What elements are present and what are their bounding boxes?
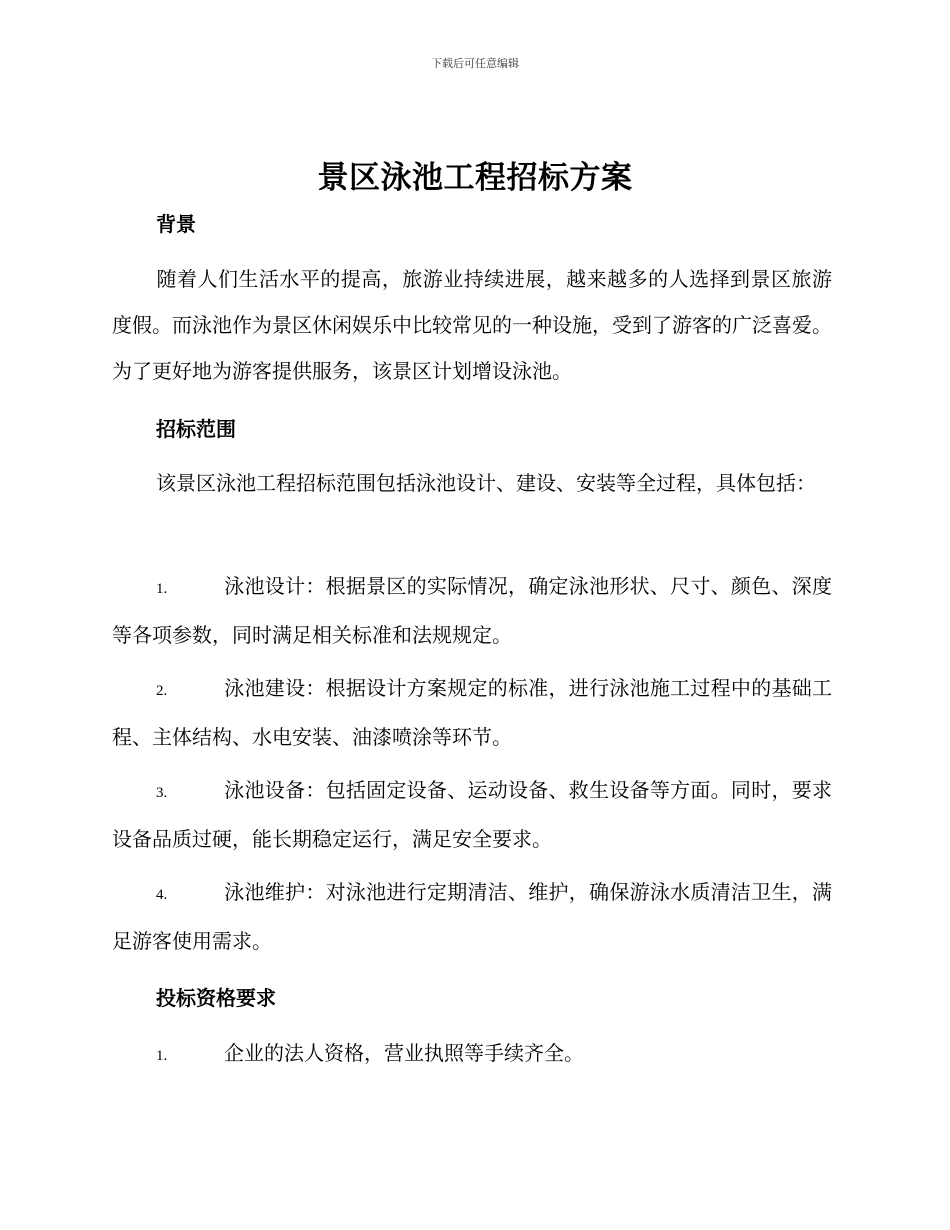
header-note: 下载后可任意编辑 xyxy=(431,57,519,70)
scope-list-item xyxy=(112,665,832,760)
scope-list-item xyxy=(112,869,832,964)
section-heading-scope: 招标范围 xyxy=(156,417,236,441)
scope-list-item xyxy=(112,563,832,658)
list-item-number: 1. xyxy=(156,1048,168,1064)
list-item-text: 泳池设备：包括固定设备、运动设备、救生设备等方面。同时，要求设备品质过硬，能长期稳定运行，满足安全要求。 xyxy=(112,778,832,851)
background-text: 随着人们生活水平的提高，旅游业持续进展，越来越多的人选择到景区旅游度假。而泳池作为景区休闲娱乐中比较常见的一种设施，受到了游客的广泛喜爱。为了更好地为游客提供服务，该景区计划增设泳池。 xyxy=(112,267,832,383)
list-item-number: 2. xyxy=(156,683,168,699)
document-title: 景区泳池工程招标方案 xyxy=(317,160,633,196)
scope-list-item xyxy=(112,767,832,862)
list-item-text: 泳池维护：对泳池进行定期清洁、维护，确保游泳水质清洁卫生，满足游客使用需求。 xyxy=(112,880,832,953)
list-item-text: 泳池建设：根据设计方案规定的标准，进行泳池施工过程中的基础工程、主体结构、水电安装、油漆喷涂等环节。 xyxy=(112,676,832,749)
list-item-text: 企业的法人资格，营业执照等手续齐全。 xyxy=(224,1041,584,1065)
section-heading-qualification: 投标资格要求 xyxy=(156,986,276,1010)
scope-intro-paragraph xyxy=(112,460,832,506)
list-item-number: 4. xyxy=(156,887,168,903)
qualification-list-item xyxy=(112,1030,832,1079)
list-item-number: 1. xyxy=(156,581,168,597)
scope-intro-text: 该景区泳池工程招标范围包括泳池设计、建设、安装等全过程，具体包括： xyxy=(156,471,816,495)
background-paragraph xyxy=(112,256,832,394)
list-item-number: 3. xyxy=(156,785,168,801)
section-heading-background: 背景 xyxy=(156,212,196,236)
list-item-text: 泳池设计：根据景区的实际情况，确定泳池形状、尺寸、颜色、深度等各项参数，同时满足相关标准和法规规定。 xyxy=(112,574,832,647)
